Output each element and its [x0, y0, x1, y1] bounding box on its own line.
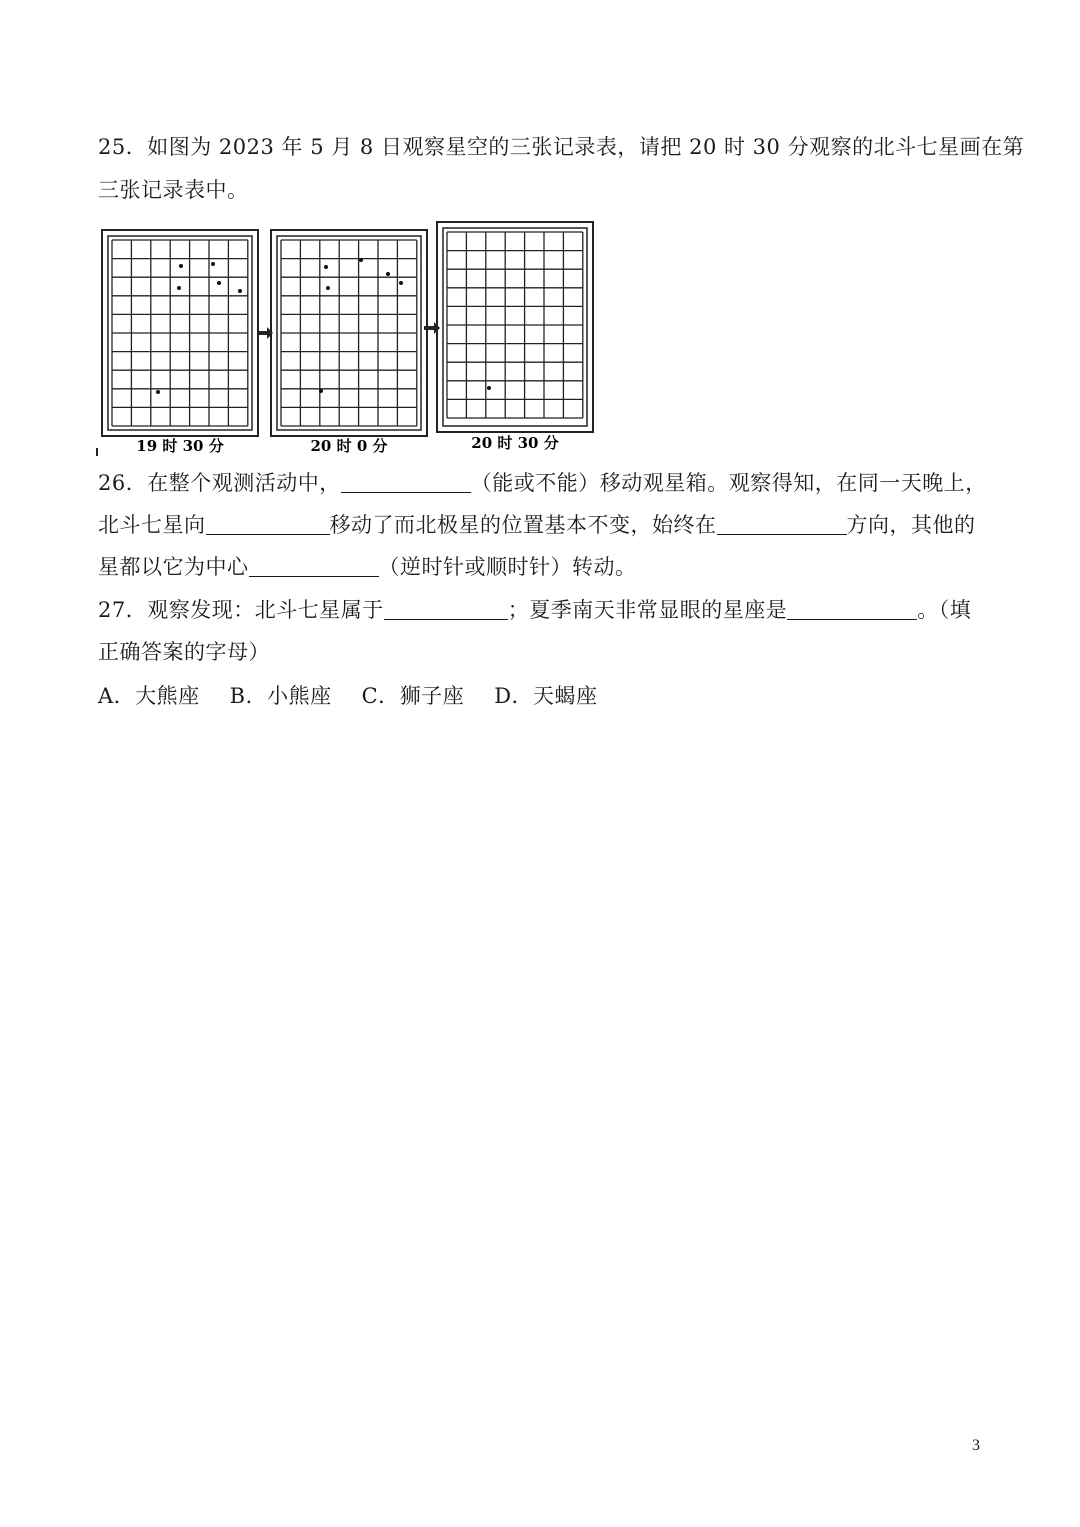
record-card-1930 — [102, 230, 258, 455]
scan-mark — [96, 448, 98, 456]
option-c[interactable] — [362, 682, 465, 710]
q26-text-part6: 星都以它为中心 — [98, 555, 249, 579]
q27-text-part2: ；夏季南天非常显眼的星座是 — [507, 598, 788, 622]
stars-1930 — [156, 262, 242, 394]
q26-text-part7: （逆时针或顺时针）转动。 — [378, 555, 637, 579]
star-record-figure — [96, 218, 600, 458]
stars-2030 — [487, 386, 491, 390]
card-label-1930: 19 时 30 分 — [136, 437, 224, 455]
q26-text-part3: 北斗七星向 — [98, 513, 206, 537]
grid-2030 — [447, 232, 583, 418]
option-d[interactable] — [494, 682, 597, 710]
q27-text-part1: 27．观察发现：北斗七星属于 — [98, 598, 384, 622]
option-letter: B． — [229, 684, 268, 708]
q26-text-part4: 移动了而北极星的位置基本不变，始终在 — [329, 513, 717, 537]
option-letter: D． — [494, 684, 534, 708]
option-text: 天蝎座 — [533, 684, 598, 708]
card-label-2030: 20 时 30 分 — [471, 434, 559, 452]
answer-blank-summer-constellation[interactable] — [787, 597, 917, 620]
option-b[interactable] — [230, 682, 332, 710]
option-text: 小熊座 — [267, 684, 332, 708]
q27-line2: 正确答案的字母） — [98, 640, 270, 664]
answer-blank-polaris-direction[interactable] — [717, 512, 847, 535]
option-text: 大熊座 — [135, 684, 200, 708]
option-text: 狮子座 — [399, 684, 465, 708]
q25-text-line1: 25．如图为 2023 年 5 月 8 日观察星空的三张记录表，请把 20 时 30 分观察的北斗七星画在第 — [98, 135, 1025, 159]
answer-blank-big-dipper-constellation[interactable] — [384, 597, 508, 620]
option-a[interactable] — [98, 682, 200, 710]
record-card-2030 — [437, 222, 593, 452]
stars-2000 — [319, 258, 403, 393]
q26-line1 — [98, 469, 987, 497]
q25-text-line2: 三张记录表中。 — [98, 178, 249, 202]
answer-blank-big-dipper-direction[interactable] — [206, 512, 330, 535]
q26-text-part5: 方向，其他的 — [846, 513, 976, 537]
polaris-star-1930 — [156, 390, 160, 394]
polaris-star-2030 — [487, 386, 491, 390]
q26-line2 — [98, 511, 976, 539]
card-frame — [437, 222, 593, 432]
page-number: 3 — [972, 1437, 980, 1454]
q26-text-part2: （能或不能）移动观星箱。观察得知，在同一天晚上， — [470, 471, 987, 495]
polaris-star-2000 — [319, 389, 323, 393]
q26-line3 — [98, 553, 637, 581]
record-card-2000 — [271, 230, 427, 455]
grid-1930 — [112, 240, 248, 426]
q27-line1 — [98, 596, 971, 624]
options-row — [98, 682, 628, 710]
grid-2000 — [281, 240, 417, 426]
option-letter: C． — [361, 684, 400, 708]
option-letter: A． — [98, 684, 136, 708]
answer-blank-rotation[interactable] — [249, 554, 379, 577]
card-label-2000: 20 时 0 分 — [310, 437, 388, 455]
card-inner-frame — [443, 228, 587, 426]
answer-blank-move-box[interactable] — [341, 470, 471, 493]
q26-text-part1: 26．在整个观测活动中， — [98, 471, 341, 495]
q27-text-part3: 。（填 — [917, 598, 972, 622]
